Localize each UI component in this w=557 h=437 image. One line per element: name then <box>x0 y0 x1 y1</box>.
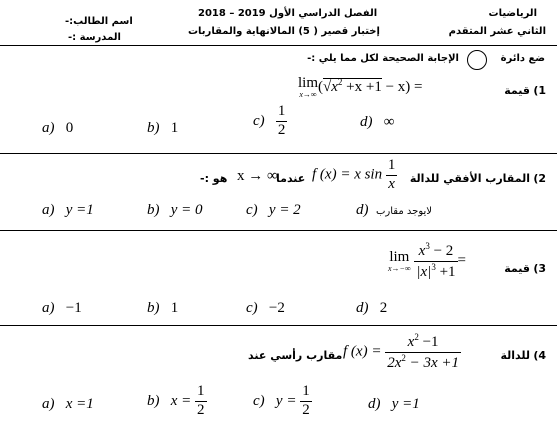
q1-number: 1) <box>533 84 546 97</box>
circle-icon <box>467 50 487 70</box>
q2-condition: x → ∞ <box>237 168 278 184</box>
q2-text-b: عندما <box>276 172 306 185</box>
q4-function: f (x) = $\frac{x^2 -1}{2x^2 - 3x +1}$ <box>343 332 460 371</box>
q3-number: 3) <box>533 262 546 275</box>
q1-option-a[interactable]: a) 0 <box>42 120 74 136</box>
q4-option-c[interactable]: c) y = $\frac{1}{2}$ <box>253 383 310 418</box>
q1-option-b[interactable]: b) 1 <box>147 120 179 136</box>
q2-option-b[interactable]: b) y = 0 <box>147 202 203 218</box>
q4-option-d[interactable]: d) y =1 <box>368 396 420 412</box>
q3-expression: lim x→−∞ $\frac{x^3 - 2}{|x|^3 +1}$ = <box>388 241 466 280</box>
q3-option-c[interactable]: c) −2 <box>246 300 285 316</box>
q3-option-a[interactable]: a) −1 <box>42 300 82 316</box>
q1-divider <box>0 153 557 154</box>
q3-divider <box>0 325 557 326</box>
q4-number: 4) <box>533 349 546 362</box>
term-label: الفصل الدراسي الأول 2019 – 2018 <box>198 8 378 19</box>
q4-label: للدالة <box>500 349 530 362</box>
q2-text-a: المقارب الأفقي للدالة <box>409 172 530 185</box>
header-divider <box>0 45 557 46</box>
q2-number: 2) <box>533 172 546 185</box>
q2-option-a[interactable]: a) y =1 <box>42 202 94 218</box>
student-name-label: اسم الطالب:- <box>65 16 133 27</box>
subject-label: الرياضيات <box>488 8 537 19</box>
q4-option-a[interactable]: a) x =1 <box>42 396 94 412</box>
grade-label: الثاني عشر المتقدم <box>448 26 546 37</box>
q2-option-c[interactable]: c) y = 2 <box>246 202 301 218</box>
q1-option-d[interactable]: d) ∞ <box>360 114 395 130</box>
q1-option-c[interactable]: c) $\frac{1}{2}$ <box>253 103 286 138</box>
q3-option-d[interactable]: d) 2 <box>356 300 388 316</box>
q1-expression: lim x→∞ $(√x^2 +x +1 - x)$ = <box>298 75 423 99</box>
quiz-title: إختبار قصير ( 5) المالانهاية والمقاربات <box>188 26 380 37</box>
q2-option-d[interactable]: d) لايوجد مقارب <box>356 202 432 218</box>
q4-text-b: مقارب رأسي عند <box>248 349 343 362</box>
q3-label: قيمة <box>504 262 530 275</box>
school-label: المدرسة :- <box>68 32 121 43</box>
q1-label: قيمة <box>504 84 530 97</box>
instruction-text: الإجابة الصحيحة لكل مما يلي :- <box>307 53 459 64</box>
q2-function: f (x) = x sin $\frac{1}{x}$ <box>312 157 396 192</box>
q4-option-b[interactable]: b) x = $\frac{1}{2}$ <box>147 383 205 418</box>
q2-divider <box>0 230 557 231</box>
q3-option-b[interactable]: b) 1 <box>147 300 179 316</box>
q2-text-c: هو :- <box>200 172 228 185</box>
instruction-prefix: ضع دائرة <box>500 53 545 64</box>
